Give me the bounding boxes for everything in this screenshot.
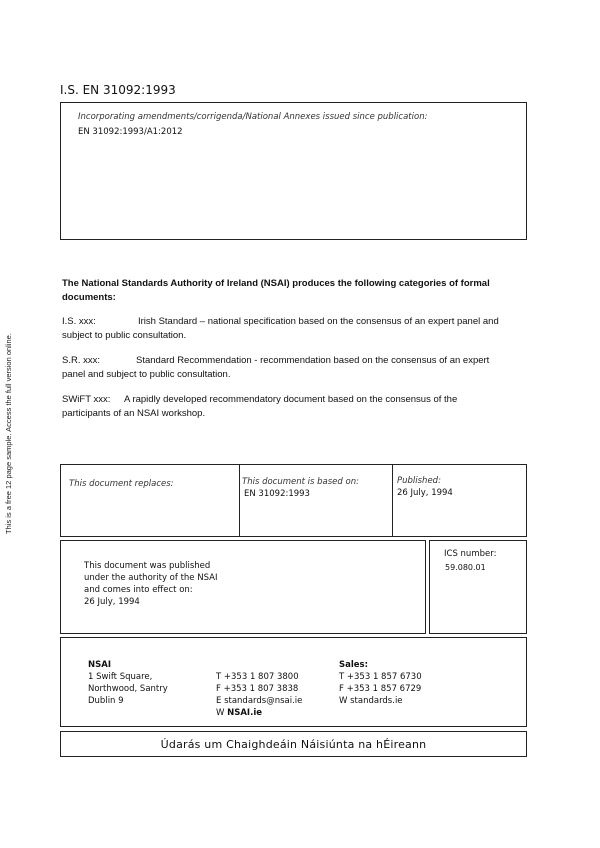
categories-intro: The National Standards Authority of Ireland (NSAI) produces the following categories of formal documents: <box>62 278 490 303</box>
based-on-value: EN 31092:1993 <box>244 489 310 499</box>
website-line <box>216 707 302 719</box>
footer-box <box>60 731 527 757</box>
email: E standards@nsai.ie <box>216 696 303 706</box>
category-name: A rapidly developed recommendatory document based on the consensus of the <box>124 394 458 405</box>
publication-text <box>84 560 217 608</box>
contact-details <box>216 671 302 719</box>
contact-box <box>60 637 527 727</box>
website-link[interactable]: NSAI.ie <box>227 708 262 718</box>
category-desc: national specification based on the consensus of an expert panel and <box>205 316 499 327</box>
website-prefix: W <box>216 708 228 718</box>
footer-text: Údarás um Chaighdeáin Náisiúnta na hÉireann <box>160 738 427 751</box>
category-desc-cont: panel and subject to public consultation. <box>62 369 231 380</box>
publication-date: 26 July, 1994 <box>84 597 140 607</box>
replaces-cell <box>60 464 240 537</box>
category-name: Irish Standard – <box>138 316 206 327</box>
side-note-text: This is a free 12 page sample. Access the full version online. <box>4 333 13 534</box>
sales-website[interactable]: W standards.ie <box>339 696 403 706</box>
category-desc-cont: subject to public consultation. <box>62 330 187 341</box>
contact-address <box>88 659 168 707</box>
publication-line: under the authority of the NSAI <box>84 573 218 583</box>
publication-line: This document was published <box>84 561 211 571</box>
publication-cell <box>60 540 426 634</box>
address-line: Northwood, Santry <box>88 684 168 694</box>
amendments-heading: Incorporating amendments/corrigenda/National Annexes issued since publication: <box>78 112 428 122</box>
based-on-label: This document is based on: <box>242 477 359 487</box>
amendments-box <box>60 102 527 240</box>
based-on-cell <box>239 464 393 537</box>
fax: F +353 1 807 3838 <box>216 684 299 694</box>
published-value: 26 July, 1994 <box>397 488 453 498</box>
category-is <box>62 315 532 343</box>
ics-cell <box>429 540 527 634</box>
category-name: Standard Recommendation - <box>136 355 258 366</box>
published-label: Published: <box>397 476 441 486</box>
sales-label: Sales: <box>339 660 368 670</box>
side-note <box>4 284 16 534</box>
category-code: S.R. xxx: <box>62 355 101 366</box>
sales-phone: T +353 1 857 6730 <box>339 672 422 682</box>
category-desc: recommendation based on the consensus of an expert <box>257 355 490 366</box>
category-sr <box>62 354 532 382</box>
sales-details <box>339 659 422 707</box>
address-line: 1 Swift Square, <box>88 672 153 682</box>
category-swift <box>62 393 532 421</box>
ics-label: ICS number: <box>444 549 497 559</box>
category-code: I.S. xxx: <box>62 316 96 327</box>
category-desc-cont: participants of an NSAI workshop. <box>62 408 206 419</box>
sales-fax: F +353 1 857 6729 <box>339 684 422 694</box>
replaces-label: This document replaces: <box>69 479 174 489</box>
ics-value: 59.080.01 <box>445 563 486 572</box>
published-cell <box>392 464 527 537</box>
categories-section <box>62 277 532 421</box>
standard-id: I.S. EN 31092:1993 <box>60 83 176 97</box>
address-line: Dublin 9 <box>88 696 124 706</box>
org-name: NSAI <box>88 660 111 670</box>
amendments-value: EN 31092:1993/A1:2012 <box>78 127 183 137</box>
category-code: SWiFT xxx: <box>62 394 111 405</box>
phone: T +353 1 807 3800 <box>216 672 299 682</box>
publication-line: and comes into effect on: <box>84 585 193 595</box>
